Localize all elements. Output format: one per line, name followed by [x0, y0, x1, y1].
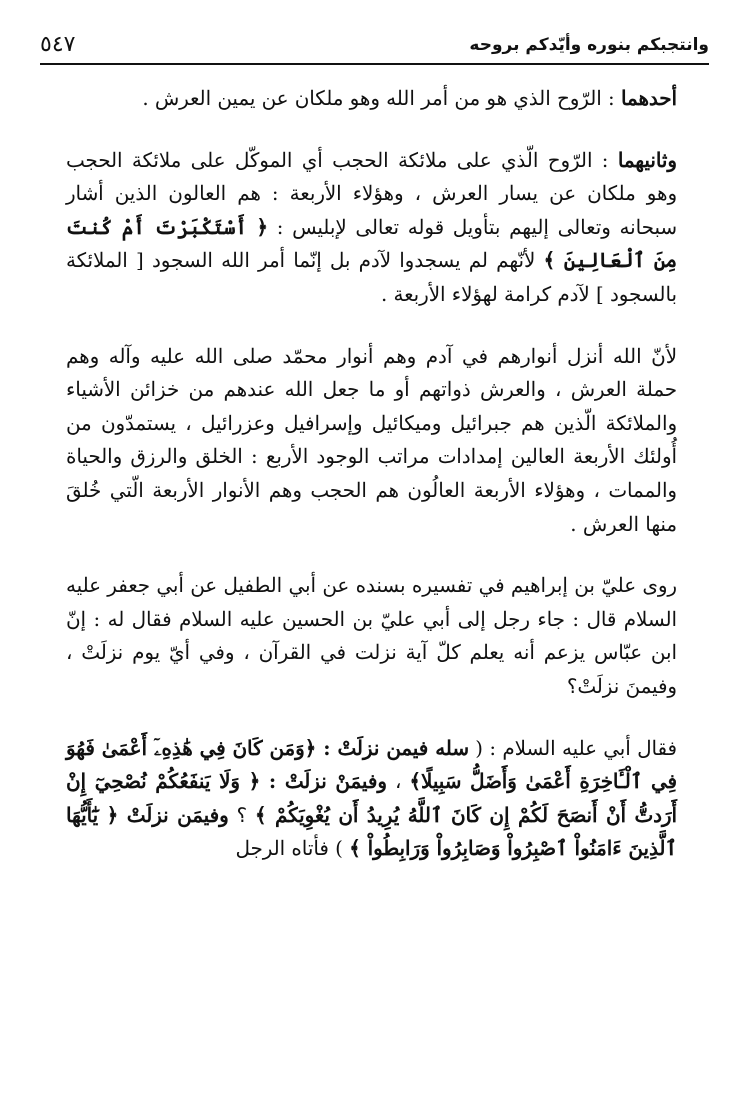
running-title: وانتجبكم بنوره وأيّدكم بروحه — [469, 35, 709, 55]
paragraph-5 — [66, 732, 677, 866]
paragraph-text: ) فأتاه الرجل — [235, 837, 350, 861]
bold-phrase: سله فيمن نزلَتْ : — [316, 735, 469, 760]
quran-verse: ﴿ وَلَا يَنفَعُكُمْ نُصْحِيٓ إِنْ أَرَدتُّ أَنْ أَنصَحَ لَكُمْ إِن كَانَ ٱللَّهُ يُرِيدُ أَن يُغْوِيَكُمْ ﴾ — [66, 769, 677, 827]
page-number: ٥٤٧ — [40, 32, 76, 57]
paragraph-text: ؟ — [228, 803, 255, 827]
paragraph-text: فقال أبي عليه السلام : ( — [468, 736, 678, 760]
paragraph-text: : الرّوح الذي هو من أمر الله وهو ملكان عن يمين العرش . — [142, 87, 621, 110]
paragraph-2 — [66, 144, 677, 312]
paragraph-text: لأنّهم لم يسجدوا لآدم بل إنّما أمر الله السجود [ الملائكة بالسجود ] لآدم كرامة لهؤلاء الأربعة . — [66, 249, 677, 306]
paragraph-text: : الرّوح الّذي على ملائكة الحجب أي الموكّل على ملائكة الحجب وهو ملكان عن يسار العرش ، وهؤلاء الأربعة : هم العالون الذين أشار سبحانه وتعالى إليهم بتأويل قوله تعالى لإبليس : — [66, 148, 677, 239]
quran-verse: ﴿ أَسْتَكْبَرْتَ أَمْ كُنتَ مِنَ ٱلْعَالِينَ ﴾ — [66, 214, 678, 273]
paragraph-lead: وثانيهما — [617, 147, 677, 172]
header-rule — [40, 63, 709, 65]
paragraph-4 — [66, 569, 677, 703]
bold-phrase: وفيمَن نزلَتْ — [118, 802, 229, 827]
page-body — [66, 82, 677, 894]
paragraph-text: ، — [386, 770, 410, 794]
bold-phrase: وفيمَنْ نزلَتْ : — [260, 769, 387, 794]
quran-verse: ﴿ يَٰٓأَيُّهَا ٱلَّذِينَ ءَامَنُواْ ٱصْبِرُواْ وَصَابِرُواْ وَرَابِطُواْ ﴾ — [66, 802, 677, 861]
quran-verse: ﴿وَمَن كَانَ فِي هَٰذِهِۦٓ أَعْمَىٰ فَهُوَ فِي ٱلْـَٔاخِرَةِ أَعْمَىٰ وَأَضَلُّ سَبِيلًا﴾ — [66, 735, 677, 794]
paragraph-3 — [66, 340, 677, 542]
paragraph-text: لأنّ الله أنزل أنوارهم في آدم وهم أنوار محمّد صلى الله عليه وآله وهم حملة العرش ، والعرش ذواتهم أو ما جعل الله عندهم من خزائن الأشياء والملائكة الّذين هم جبرائيل وميكائيل وإسرافيل وعزرائيل ، يستمدّون من أُولئك الأربعة العالين إمدادات مراتب الوجود الأربع : الخلق والرزق والحياة والممات ، وهؤلاء الأربعة العالُون هم الحجب وهم الأنوار الأربعة الّتي خُلقَ منها العرش . — [66, 344, 677, 536]
page-header — [40, 22, 709, 62]
paragraph-1 — [66, 82, 677, 116]
paragraph-text: روى عليّ بن إبراهيم في تفسيره بسنده عن أبي الطفيل عن أبي جعفر عليه السلام قال : جاء رجل إلى أبي عليّ بن الحسين عليه السلام فقال له : إنّ ابن عبّاس يزعم أنه يعلم كلّ آية نزلت في القرآن ، وفي أيّ يوم نزلَتْ ، وفيمنَ نزلَتْ؟ — [66, 574, 677, 698]
paragraph-lead: أحدهما — [620, 86, 677, 110]
